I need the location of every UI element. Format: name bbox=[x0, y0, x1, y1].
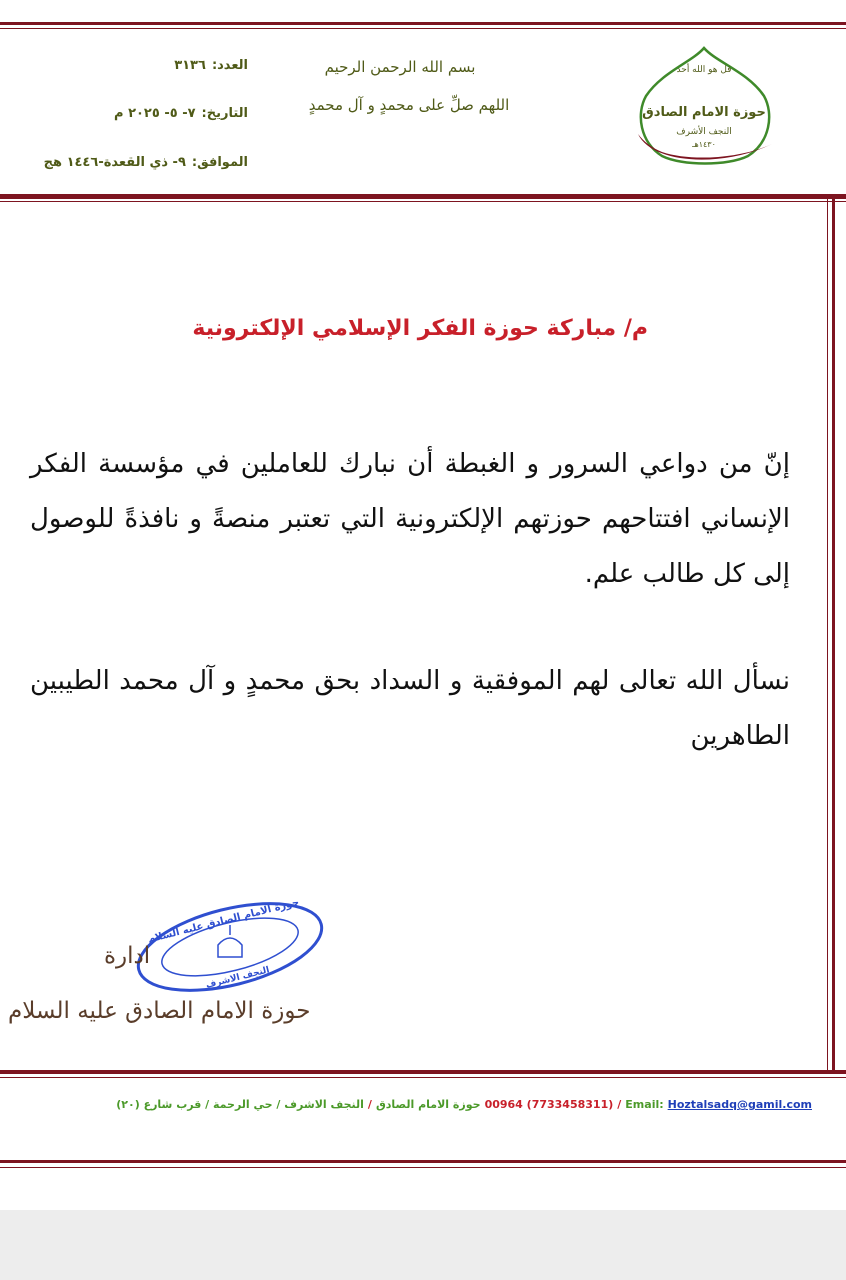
salawat: اللهم صلِّ على محمدٍ و آل محمدٍ bbox=[308, 96, 510, 114]
recipient-line: م/ مباركة حوزة الفكر الإسلامي الإلكترونية bbox=[192, 316, 648, 341]
logo-top-text: قل هو الله أحد bbox=[676, 65, 732, 75]
hijri-date bbox=[44, 155, 248, 170]
body-paragraph-2: نسأل الله تعالى لهم الموفقية و السداد بحق محمدٍ و آل محمد الطيبين الطاهرين bbox=[30, 666, 790, 751]
footer-separator: / bbox=[367, 1098, 372, 1111]
official-stamp bbox=[130, 895, 330, 999]
top-border-thin bbox=[0, 28, 846, 29]
footer-phone: 00964 (7733458311) bbox=[484, 1098, 614, 1111]
top-border bbox=[0, 22, 846, 25]
document-date bbox=[114, 106, 248, 121]
document-number bbox=[174, 58, 248, 73]
signature-name: حوزة الامام الصادق عليه السلام bbox=[8, 998, 311, 1024]
logo-year: ١٤٣٠هـ bbox=[692, 140, 716, 149]
footer-email-link[interactable]: Hoztalsadq@gamil.com bbox=[667, 1098, 812, 1111]
number-value: ٣١٣٦ bbox=[174, 58, 206, 73]
header-divider-thin bbox=[0, 201, 846, 202]
footer-contact bbox=[16, 1098, 812, 1111]
footer-divider-thin bbox=[0, 1077, 846, 1078]
bottom-border-thin bbox=[0, 1167, 846, 1168]
logo-name: حوزة الامام الصادق bbox=[642, 105, 766, 120]
right-frame-inner bbox=[827, 194, 828, 1074]
body-paragraph-1: إنّ من دواعي السرور و الغبطة أن نبارك للعاملين في مؤسسة الفكر الإنساني افتتاحهم حوزتهم الإلكترونية التي تعتبر منصةً و نافذةً للوصول إلى كل طالب علم. bbox=[30, 449, 790, 589]
basmala: بسم الله الرحمن الرحيم bbox=[324, 58, 476, 76]
signature-admin: ادارة bbox=[104, 943, 151, 969]
footer-address: النجف الاشرف / حي الرحمة / قرب شارع (٢٠) bbox=[116, 1098, 364, 1111]
hijri-label: الموافق: bbox=[191, 155, 248, 170]
header-divider bbox=[0, 194, 846, 199]
date-label: التاريخ: bbox=[201, 106, 248, 121]
logo-city: النجف الأشرف bbox=[676, 127, 732, 137]
footer-name: حوزة الامام الصادق bbox=[375, 1098, 481, 1111]
footer-divider bbox=[0, 1070, 846, 1074]
date-value: ٧- ٥- ٢٠٢٥ م bbox=[114, 106, 196, 121]
footer-email-label: Email: bbox=[625, 1098, 664, 1111]
stamp-city: النجف الاشرف bbox=[204, 965, 271, 991]
number-label: العدد: bbox=[211, 58, 248, 73]
hijri-value: ٩- ذي القعدة-١٤٤٦ هج bbox=[43, 155, 186, 170]
stamp-text: حوزة الامام الصادق عليه السلام bbox=[146, 897, 301, 946]
hawza-logo bbox=[632, 44, 777, 170]
right-frame bbox=[832, 194, 835, 1074]
bottom-border bbox=[0, 1160, 846, 1163]
footer-separator: / bbox=[617, 1098, 622, 1111]
